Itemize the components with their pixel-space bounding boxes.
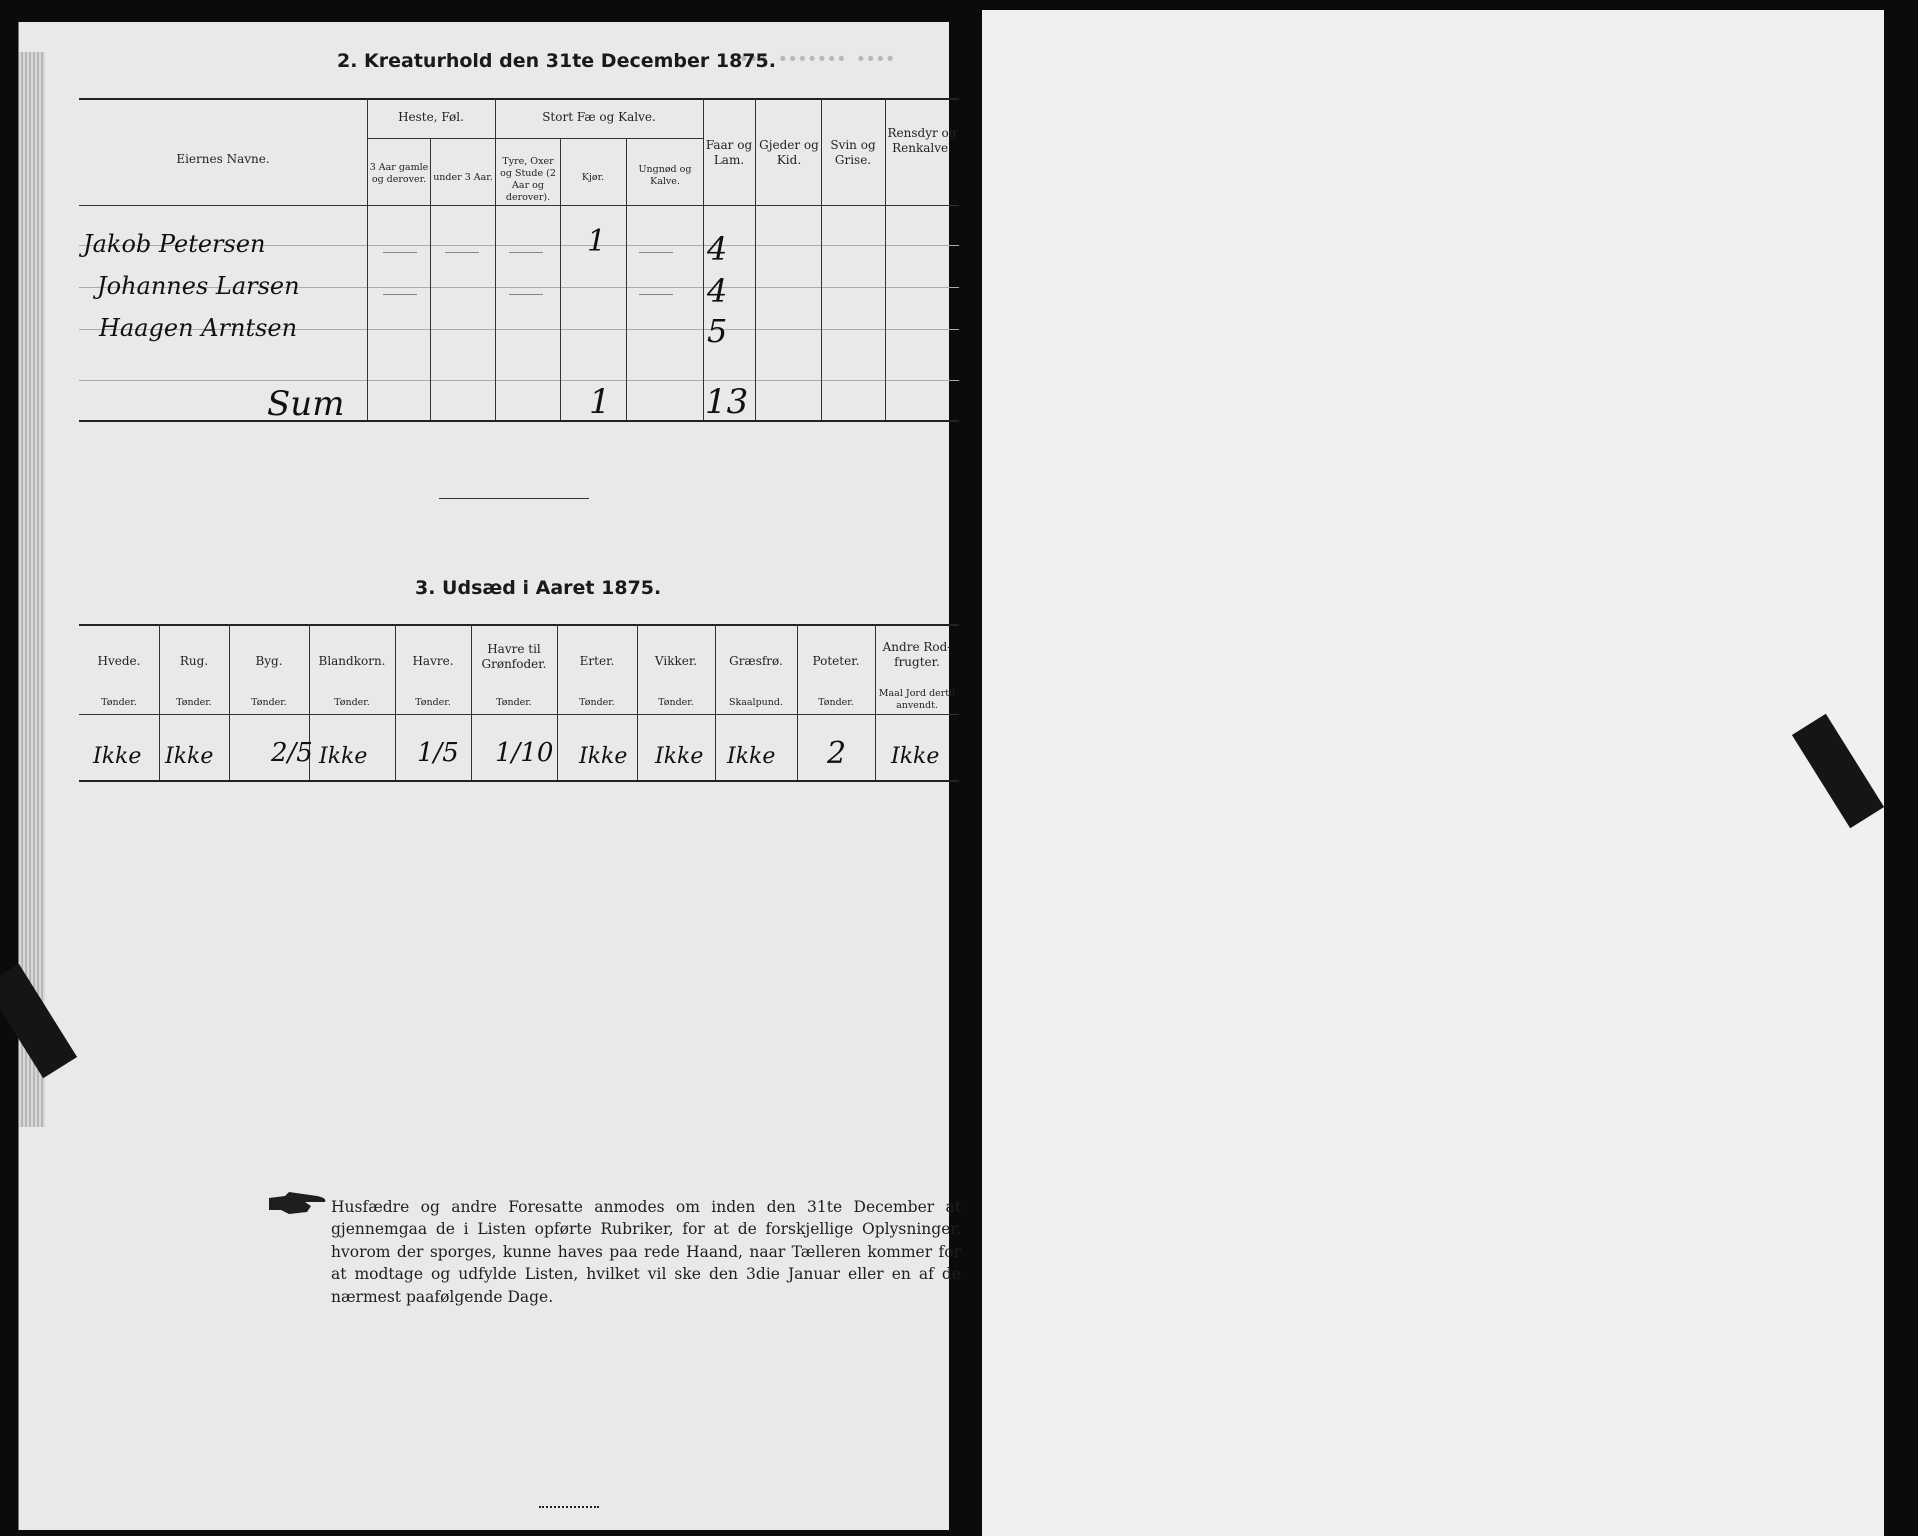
seed-col-header: Hvede. — [97, 654, 141, 668]
rensdyr-header: Rensdyr og Renkalve. — [887, 126, 957, 155]
seed-value: Ikke — [165, 744, 214, 769]
owner-name: Haagen Arntsen — [99, 314, 298, 342]
notice-text — [331, 1196, 961, 1308]
ungnod-header: Ungnød og Kalve. — [638, 164, 692, 187]
section-separator — [439, 498, 589, 499]
seed-col-header: Andre Rod-frugter. — [882, 640, 952, 669]
seed-value: Ikke — [93, 744, 142, 769]
faar-header: Faar og Lam. — [705, 138, 753, 167]
seed-col-unit: Tønder. — [818, 697, 854, 708]
seed-col-unit: Tønder. — [496, 697, 532, 708]
seed-title: 3. Udsæd i Aaret 1875. — [415, 577, 662, 599]
heste-old-header: 3 Aar gamle og derover. — [369, 162, 429, 185]
page-edge-stack — [19, 52, 45, 1127]
seed-col-header: Blandkorn. — [318, 654, 386, 668]
seed-col-header: Erter. — [579, 654, 615, 668]
seed-value: 1/10 — [495, 738, 554, 768]
seed-col-unit: Tønder. — [101, 697, 137, 708]
seed-col-header: Byg. — [255, 654, 283, 668]
sum-faar: 13 — [705, 382, 749, 422]
seed-col-unit: Tønder. — [176, 697, 212, 708]
gjeder-header: Gjeder og Kid. — [759, 138, 819, 167]
seed-col-header: Poteter. — [812, 654, 860, 668]
seed-value: Ikke — [579, 744, 628, 769]
kjor-header: Kjør. — [581, 172, 605, 183]
faar-value: 5 — [707, 312, 728, 350]
bleed-through-text: ··· ······· ···· — [739, 42, 895, 75]
faar-value: 4 — [707, 230, 728, 268]
seed-value: Ikke — [655, 744, 704, 769]
pointing-hand-icon — [267, 1190, 329, 1218]
seed-col-unit: Tønder. — [334, 697, 370, 708]
seed-col-header: Græsfrø. — [729, 654, 783, 668]
page-tab-marker — [1792, 714, 1884, 828]
kjor-value: 1 — [587, 224, 607, 259]
faar-value: 4 — [707, 272, 728, 310]
owner-name: Johannes Larsen — [97, 272, 300, 300]
svin-header: Svin og Grise. — [830, 138, 876, 167]
stort-fae-header: Stort Fæ og Kalve. — [542, 110, 656, 124]
heste-header: Heste, Føl. — [398, 110, 464, 124]
heste-young-header: under 3 Aar. — [433, 172, 493, 183]
right-page-blank — [982, 10, 1884, 1536]
notice-paragraph: Husfædre og andre Foresatte anmodes om inden den 31te December at gjennemgaa de i Listen opførte Rubriker, for at de forskjellige Oplysninger, hvorom der sporges, kunne haves paa rede Haand, naar Tælleren kommer for at modtage og udfylde Listen, hvilket vil ske den 3die Januar eller en af de nærmest paafølgende Dage. — [331, 1198, 961, 1306]
owner-name: Jakob Petersen — [83, 230, 266, 258]
seed-value: Ikke — [319, 744, 368, 769]
tyre-header: Tyre, Oxer og Stude (2 Aar og derover). — [500, 156, 556, 203]
seed-col-unit: Tønder. — [251, 697, 287, 708]
left-page — [18, 22, 961, 1530]
seed-value: Ikke — [727, 744, 776, 769]
seed-col-header: Havre. — [412, 654, 454, 668]
seed-col-unit: Skaalpund. — [728, 697, 784, 708]
sum-kjor: 1 — [589, 382, 611, 422]
owner-header: Eiernes Navne. — [176, 152, 270, 166]
seed-value: 2 — [827, 736, 847, 771]
bottom-ornament — [539, 1506, 599, 1508]
seed-col-unit: Tønder. — [415, 697, 451, 708]
seed-col-header: Rug. — [179, 654, 209, 668]
seed-value: 1/5 — [417, 738, 459, 768]
seed-col-unit: Tønder. — [658, 697, 694, 708]
sum-label: Sum — [267, 384, 345, 424]
livestock-title: 2. Kreaturhold den 31te December 1875. — [337, 50, 776, 72]
seed-col-unit: Tønder. — [579, 697, 615, 708]
seed-value: Ikke — [891, 744, 940, 769]
seed-col-unit: Maal Jord dertil anvendt. — [878, 688, 956, 711]
seed-value: 2/5 — [271, 738, 313, 768]
seed-col-header: Vikker. — [654, 654, 698, 668]
seed-col-header: Havre til Grønfoder. — [481, 642, 547, 671]
